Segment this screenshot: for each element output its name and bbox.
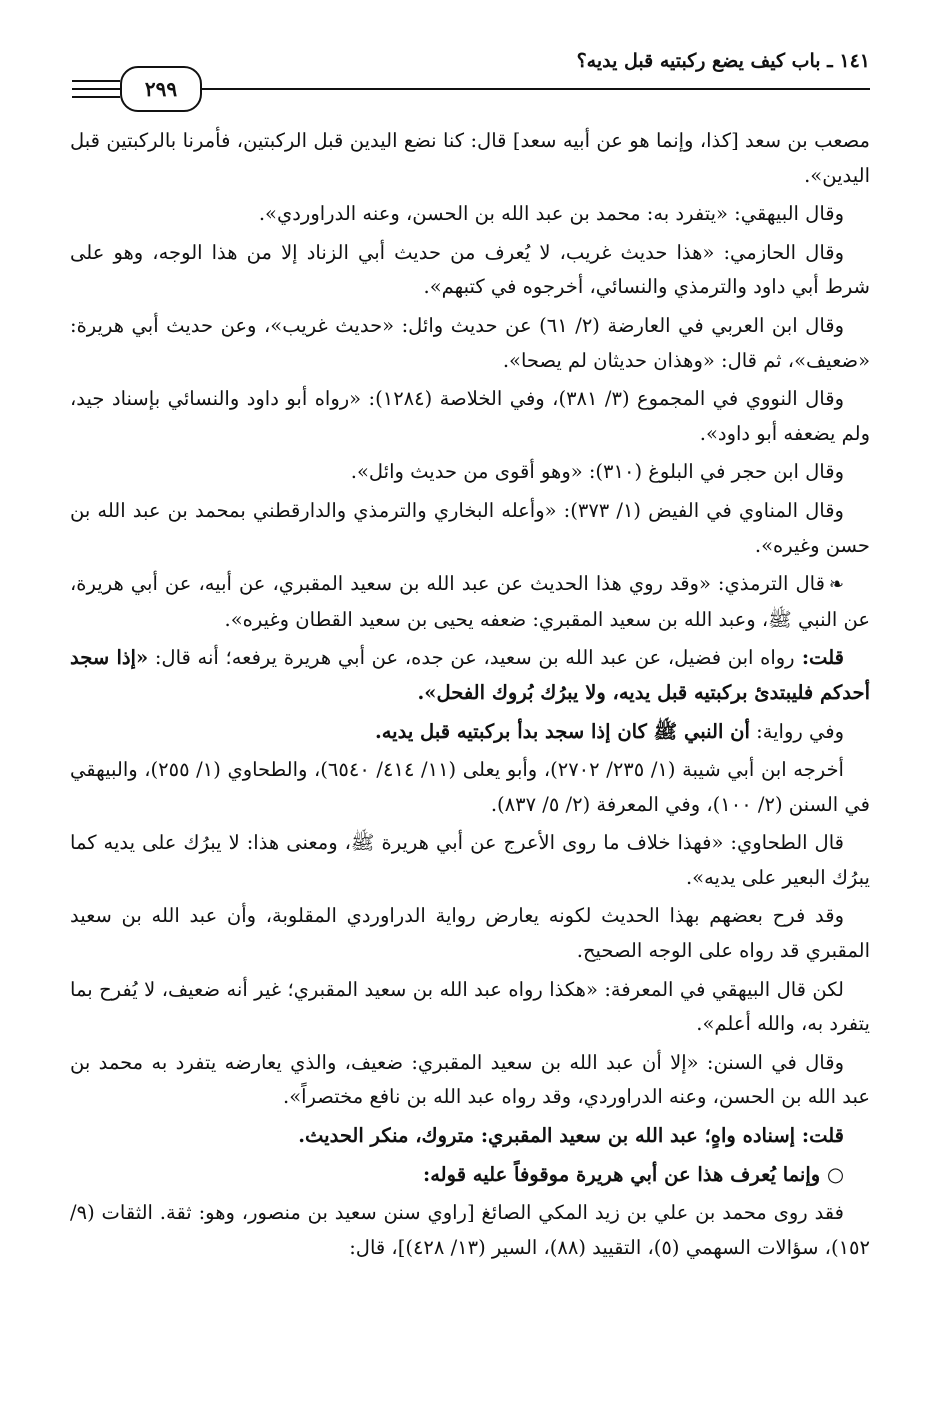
paragraph [70,1119,870,1154]
paragraph-text: وقال في السنن: «إلا أن عبد الله بن سعيد المقبري: ضعيف، والذي يعارضه يتفرد به محمد بن عبد الله بن الحسن، وعنه الدراوردي، وقد رواه عبد الله بن نافع مختصراً». [70,1050,870,1109]
paragraph [70,641,870,710]
paragraph-text: لكن قال البيهقي في المعرفة: «هكذا رواه عبد الله بن سعيد المقبري؛ غير أنه ضعيف، لا يُفرح بما يتفرد به، والله أعلم». [70,977,870,1036]
paragraph-bold-text: «إذا سجد أحدكم فليبتدئ بركبتيه قبل يديه، ولا يبرُك بُروك الفحل». [70,646,870,704]
paragraph [70,715,870,750]
paragraph-text: قال الترمذي: «وقد روي هذا الحديث عن عبد الله بن سعيد المقبري، عن أبيه، عن أبي هريرة، عن النبي ﷺ، وعبد الله بن سعيد المقبري: ضعفه يحيى بن سعيد القطان وغيره». [70,572,870,631]
paragraph [70,197,870,232]
paragraph-text: وفي رواية: [749,719,844,743]
paragraph [70,455,870,490]
paragraph-text: فقد روى محمد بن علي بن زيد المكي الصائغ [راوي سنن سعيد بن منصور، وهو: ثقة. الثقات (٩/ ١٥٢)، سؤالات السهمي (٥)، التقييد (٨٨)، السير (١٣/ ٤٢٨)]، قال: [70,1201,870,1259]
paragraph [70,494,870,563]
paragraph [70,382,870,451]
paragraph [70,753,870,822]
paragraph [70,124,870,193]
paragraph-text: وقد فرح بعضهم بهذا الحديث لكونه يعارض رواية الدراوردي المقلوبة، وأن عبد الله بن سعيد المقبري قد رواه على الوجه الصحيح. [70,904,870,963]
paragraph [70,567,870,637]
page-number: ٢٩٩ [144,77,178,101]
paragraph [70,1046,870,1115]
paragraph [70,899,870,968]
paragraph [70,309,870,378]
body-text [70,124,870,1269]
paragraph [70,236,870,305]
paragraph [70,1196,870,1265]
chapter-title: ١٤١ ـ باب كيف يضع ركبتيه قبل يديه؟ [576,50,870,72]
page-number-badge [120,66,202,112]
page-header [72,44,870,104]
paragraph-text: وقال النووي في المجموع (٣/ ٣٨١)، وفي الخلاصة (١٢٨٤): «رواه أبو داود والنسائي بإسناد جيد، ولم يضعفه أبو داود». [70,387,870,445]
paragraph-lead: قلت: [794,646,844,670]
paragraph-text: وقال المناوي في الفيض (١/ ٣٧٣): «وأعله البخاري والترمذي والدارقطني بمحمد بن عبد الله بن حسن وغيره». [70,498,870,557]
paragraph [70,826,870,895]
paragraph-bold-text: ○ وإنما يُعرف هذا عن أبي هريرة موقوفاً عليه قوله: [423,1162,844,1186]
paragraph-text: وقال ابن العربي في العارضة (٢/ ٦١) عن حديث وائل: «حديث غريب»، وعن حديث أبي هريرة: «ضعيف»، ثم قال: «وهذان حديثان لم يصحا». [70,313,870,372]
paragraph-text: وقال البيهقي: «يتفرد به: محمد بن عبد الله بن الحسن، وعنه الدراوردي». [258,202,844,226]
header-ornament-lines [72,80,120,98]
paragraph-text: وقال الحازمي: «هذا حديث غريب، لا يُعرف من حديث أبي الزناد إلا من هذا الوجه، وهو على شرط أبي داود والترمذي والنسائي، أخرجوه في كتبهم». [70,240,870,299]
paragraph-text: أخرجه ابن أبي شيبة (١/ ٢٣٥/ ٢٧٠٢)، وأبو يعلى (١١/ ٤١٤/ ٦٥٤٠)، والطحاوي (١/ ٢٥٥)، والبيهقي في السنن (٢/ ١٠٠)، وفي المعرفة (٢/ ٥/ ٨٣٧). [70,758,870,816]
paragraph [70,1158,870,1193]
flower-ornament-icon: ❧ [828,574,844,596]
paragraph-bold-text: أن النبي ﷺ كان إذا سجد بدأ بركبتيه قبل يديه. [374,719,750,743]
paragraph-text: مصعب بن سعد [كذا، وإنما هو عن أبيه سعد] قال: كنا نضع اليدين قبل الركبتين، فأمرنا بالركبتين قبل اليدين». [70,129,870,187]
paragraph-bold-text: قلت: إسناده واهٍ؛ عبد الله بن سعيد المقبري: متروك، منكر الحديث. [298,1124,844,1148]
paragraph-text: وقال ابن حجر في البلوغ (٣١٠): «وهو أقوى من حديث وائل». [350,460,844,484]
paragraph-text: رواه ابن فضيل، عن عبد الله بن سعيد، عن جده، عن أبي هريرة يرفعه؛ أنه قال: [148,646,795,670]
paragraph [70,973,870,1042]
paragraph-text: قال الطحاوي: «فهذا خلاف ما روى الأعرج عن أبي هريرة ﷺ، ومعنى هذا: لا يبرُك على يديه كما يبرُك البعير على يديه». [70,831,870,889]
